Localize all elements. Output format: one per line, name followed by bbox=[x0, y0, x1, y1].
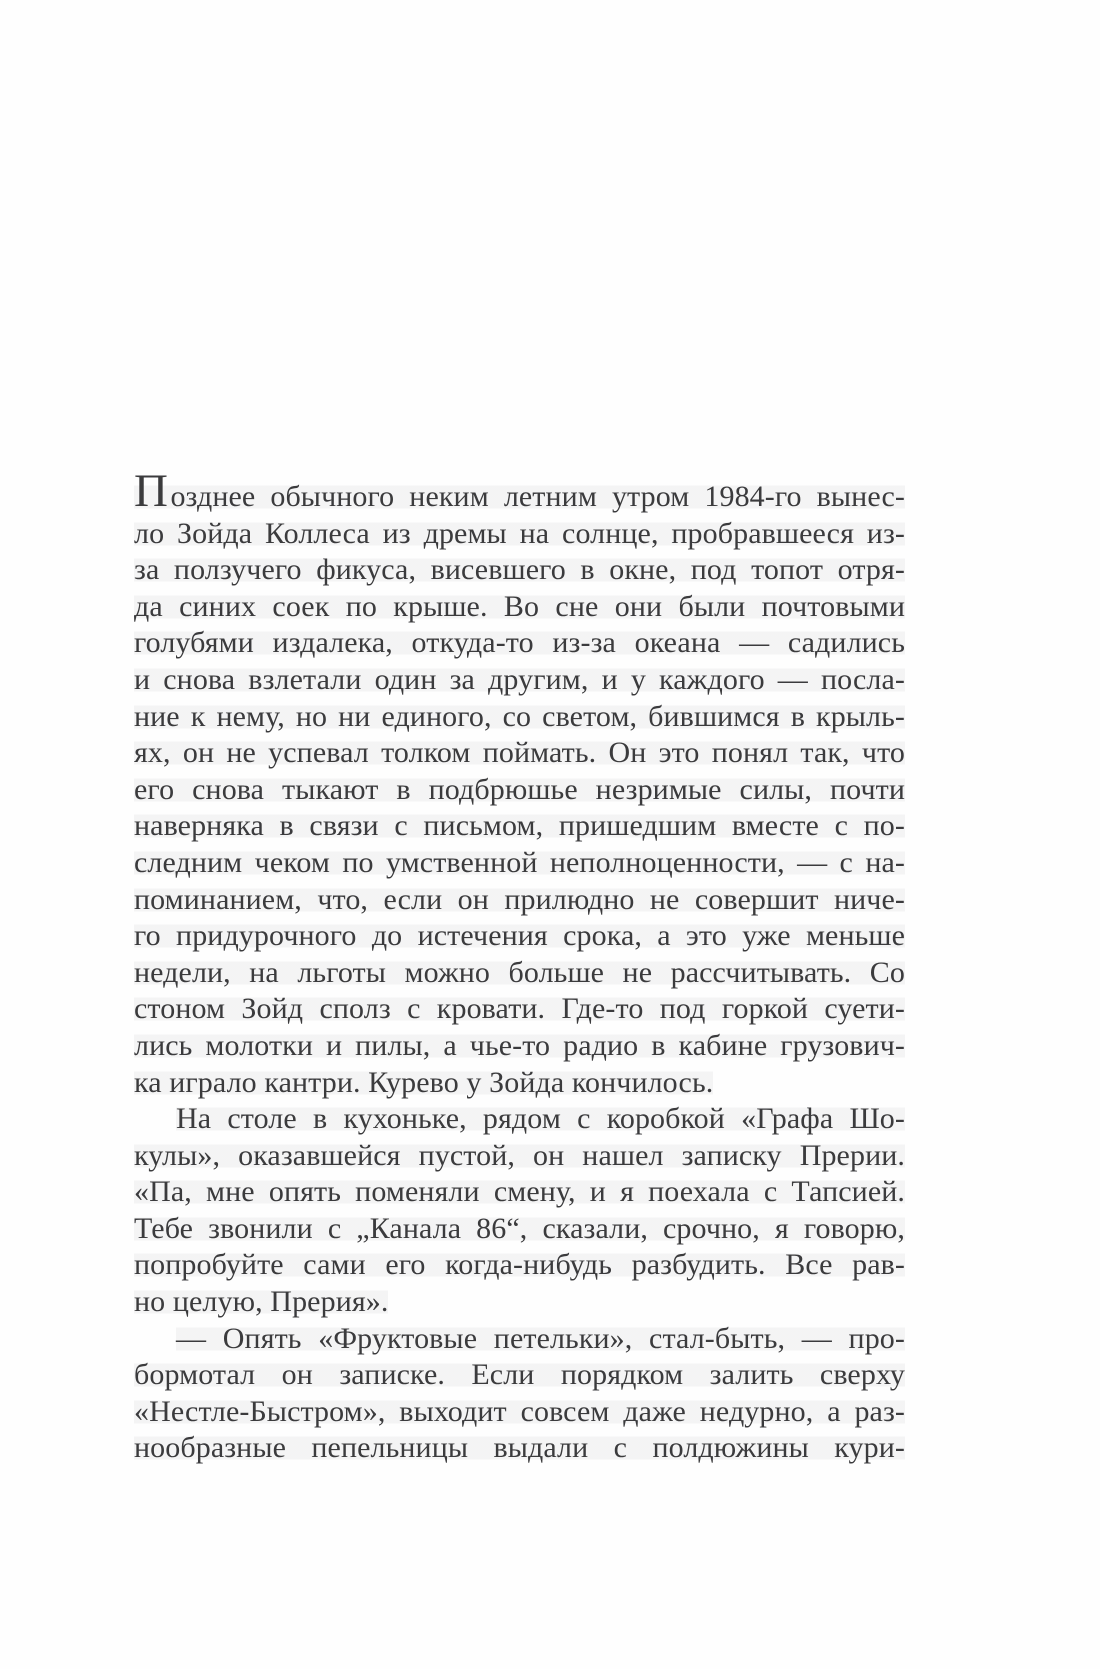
text-line bbox=[134, 772, 905, 809]
text-line bbox=[134, 845, 905, 882]
text-line-content: «Нестле-Быстром», выходит совсем даже недурно, а раз- bbox=[134, 1394, 905, 1428]
text-line-content: кулы», оказавшейся пустой, он нашел записку Прерии. bbox=[134, 1138, 905, 1172]
text-line bbox=[134, 735, 905, 772]
text-line-content: ло Зойда Коллеса из дремы на солнце, пробравшееся из- bbox=[134, 516, 905, 550]
text-line bbox=[134, 699, 905, 736]
text-line-content: наверняка в связи с письмом, пришедшим вместе с по- bbox=[134, 809, 905, 843]
text-line bbox=[134, 552, 905, 589]
text-line bbox=[134, 625, 905, 662]
text-line bbox=[134, 465, 905, 517]
text-line bbox=[134, 1321, 905, 1358]
text-line-content: — Опять «Фруктовые петельки», стал-быть, — про- bbox=[176, 1321, 905, 1355]
text-line bbox=[134, 918, 905, 955]
text-line-content: нообразные пепельницы выдали с полдюжины кури- bbox=[134, 1431, 905, 1465]
text-line bbox=[134, 589, 905, 626]
text-line bbox=[134, 516, 905, 553]
page-text-block bbox=[134, 465, 905, 1467]
text-line-content: ях, он не успевал толком поймать. Он это понял так, что bbox=[134, 736, 905, 770]
text-line-content: но целую, Прерия». bbox=[134, 1285, 389, 1319]
text-line bbox=[134, 1138, 905, 1175]
text-line-content: поминанием, что, если он прилюдно не совершит ниче- bbox=[134, 882, 905, 916]
text-line bbox=[134, 882, 905, 919]
text-line bbox=[134, 662, 905, 699]
text-line bbox=[134, 1357, 905, 1394]
text-line-content: попробуйте сами его когда-нибудь разбудить. Все рав- bbox=[134, 1248, 905, 1282]
text-line bbox=[134, 1430, 905, 1467]
text-line bbox=[134, 1247, 905, 1284]
text-line-content: следним чеком по умственной неполноценности, — с на- bbox=[134, 845, 905, 879]
text-line-content: да синих соек по крыше. Во сне они были почтовыми bbox=[134, 589, 905, 623]
text-line bbox=[134, 808, 905, 845]
text-line-content: его снова тыкают в подбрюшье незримые силы, почти bbox=[134, 772, 905, 806]
text-line bbox=[134, 1284, 905, 1321]
text-line-content: лись молотки и пилы, а чье-то радио в кабине грузович- bbox=[134, 1028, 905, 1062]
text-line-content: за ползучего фикуса, висевшего в окне, под топот отря- bbox=[134, 553, 905, 587]
text-line bbox=[134, 1174, 905, 1211]
text-line bbox=[134, 1101, 905, 1138]
drop-cap-initial: П bbox=[134, 465, 169, 517]
text-line bbox=[134, 1065, 905, 1102]
text-line-content: стоном Зойд сполз с кровати. Где-то под горкой суети- bbox=[134, 992, 905, 1026]
text-line-content: Позднее обычного неким летним утром 1984-го вынес- bbox=[134, 465, 905, 517]
text-line bbox=[134, 1211, 905, 1248]
text-line-content: ка играло кантри. Курево у Зойда кончилось. bbox=[134, 1065, 714, 1099]
text-line-content: недели, на льготы можно больше не рассчитывать. Со bbox=[134, 955, 905, 989]
text-line-content: и снова взлетали один за другим, и у каждого — посла- bbox=[134, 662, 905, 696]
text-line-content: Тебе звонили с „Канала 86“, сказали, срочно, я говорю, bbox=[134, 1211, 905, 1245]
text-line bbox=[134, 991, 905, 1028]
text-line-content: ние к нему, но ни единого, со светом, бившимся в крыль- bbox=[134, 699, 905, 733]
text-line-content: голубями издалека, откуда-то из-за океана — садились bbox=[134, 626, 905, 660]
text-line bbox=[134, 955, 905, 992]
text-line-content: На столе в кухоньке, рядом с коробкой «Графа Шо- bbox=[176, 1102, 905, 1136]
text-line bbox=[134, 1028, 905, 1065]
text-line-content: бормотал он записке. Если порядком залить сверху bbox=[134, 1358, 905, 1392]
text-line bbox=[134, 1394, 905, 1431]
text-line-content: го придурочного до истечения срока, а это уже меньше bbox=[134, 919, 905, 953]
text-line-content: «Па, мне опять поменяли смену, и я поехала с Тапсией. bbox=[134, 1175, 905, 1209]
